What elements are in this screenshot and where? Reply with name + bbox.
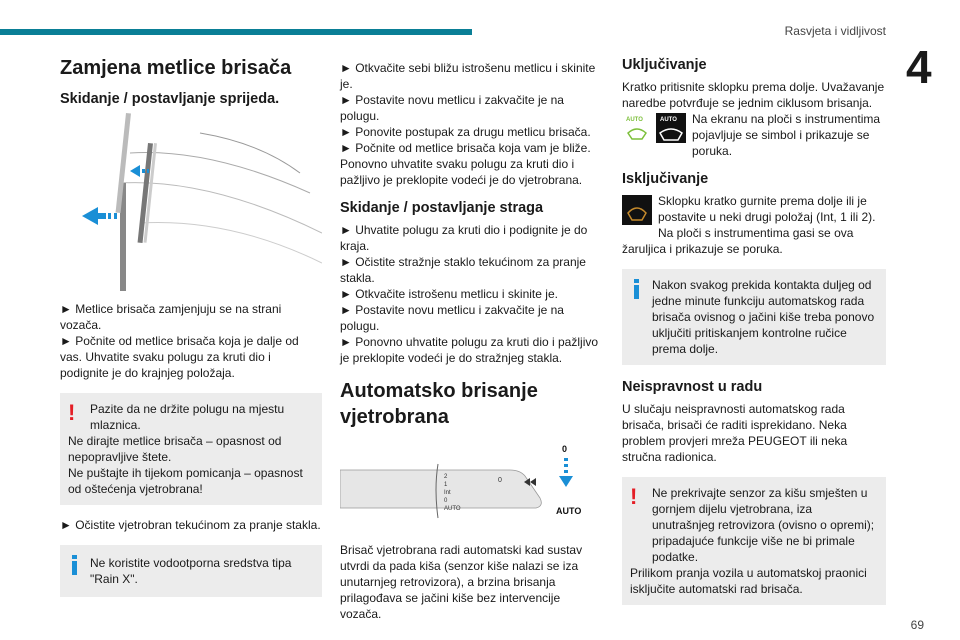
warning-box (622, 477, 886, 605)
warning-text: Prilikom pranja vozila u automatskoj praonici isključite automatski rad brisača. (630, 566, 867, 596)
auto-wipe-heading: Automatsko brisanje vjetrobrana (340, 380, 538, 428)
column-1 (60, 55, 322, 609)
fault-text: U slučaju neispravnosti automatskog rada brisača, brisači će raditi isprekidano. Neka problem provjeri mreža PEUGEOT ili neka stručna radionica. (622, 402, 848, 464)
column-2 (340, 60, 604, 622)
section-title: Rasvjeta i vidljivost (784, 24, 886, 38)
switch-on-text: Kratko pritisnite sklopku prema dolje. Uvažavanje naredbe potvrđuje se jednim ciklusom brisanja. (622, 80, 885, 110)
stalk-label-auto: AUTO (444, 506, 461, 512)
auto-wiper-icon (622, 113, 688, 148)
warning-text: Ne dirajte metlice brisača – opasnost od nepopravljive štete. (68, 434, 282, 464)
stalk-label-2: 2 (444, 474, 448, 480)
header-bar (0, 29, 472, 35)
fault-heading: Neispravnost u radu (622, 379, 763, 395)
subheading-front: Skidanje / postavljanje sprijeda. (60, 91, 280, 107)
instruction-line: ► Otkvačite istrošenu metlicu i skinite je. (340, 287, 558, 301)
instruction-line: ► Postavite novu metlicu i zakvačite je na polugu. (340, 93, 564, 123)
switch-off-text: Sklopku kratko gurnite prema dolje ili je postavite u neki drugi položaj (Int, 1 ili 2). Na ploči s instrumentima gasi se ova žaruljica i prikazuje se poruka. (622, 194, 876, 256)
instruction-line: ► Otkvačite sebi bližu istrošenu metlicu i skinite je. (340, 61, 596, 91)
auto-wipe-description: Brisač vjetrobrana radi automatski kad sustav utvrdi da pada kiša (senzor kiše nalazi se iza unutarnjeg retrovizora), a brzina brisanja prilagođava se jačini kiše bez intervencije vozača. (340, 543, 583, 621)
warning-icon: ! (630, 484, 638, 509)
instruction-line: ► Počnite od metlice brisača koja vam je bliže. Ponovno uhvatite svaku polugu za kruti dio i pažljivo je preklopite vodeći je do vjetrobrana. (340, 141, 591, 187)
instruction-line: ► Počnite od metlice brisača koja je dalje od vas. Uhvatite svaku polugu za kruti dio i podignite je do krajnjeg položaja. (60, 334, 299, 380)
warning-text: Pazite da ne držite polugu na mjestu mlaznica. (90, 402, 285, 432)
info-box (622, 269, 886, 365)
chapter-number: 4 (906, 41, 932, 93)
subheading-rear: Skidanje / postavljanje straga (340, 200, 544, 216)
instruction-line: ► Postavite novu metlicu i zakvačite je na polugu. (340, 303, 564, 333)
instruction-line: ► Očistite stražnje staklo tekućinom za pranje stakla. (340, 255, 586, 285)
wiper-blade-illustration (60, 113, 322, 291)
stalk-label-o: 0 (498, 477, 502, 484)
stalk-zero-label: 0 (562, 444, 568, 454)
info-text: Nakon svakog prekida kontakta duljeg od jedne minute funkciju automatskog rada brisača ovisnog o jačini kiše treba ponovo uključiti pritiskanjem kontrolne ručice prema dolje. (652, 278, 875, 356)
instruction-line: ► Ponovno uhvatite polugu za kruti dio i pažljivo je preklopite vodeći je do stražnjeg stakla. (340, 335, 599, 365)
column-3 (622, 55, 886, 617)
instruction-line: ► Očistite vjetrobran tekućinom za pranje stakla. (60, 518, 321, 532)
info-text: Ne koristite vodootporna sredstva tipa "Rain X". (90, 556, 292, 586)
page-number: 69 (910, 618, 924, 632)
stalk-label-1: 1 (444, 482, 448, 488)
switch-on-text-2: Na ekranu na ploči s instrumentima pojavljuje se simbol i prikazuje se poruka. (692, 112, 881, 158)
switch-off-heading: Isključivanje (622, 171, 709, 187)
info-box (60, 545, 322, 597)
stalk-label-int: Int (444, 490, 451, 496)
warning-icon: ! (68, 400, 76, 425)
section-heading: Zamjena metlice brisača (60, 57, 292, 79)
svg-text:AUTO: AUTO (660, 117, 677, 123)
instruction-line: ► Ponovite postupak za drugu metlicu brisača. (340, 125, 591, 139)
wiper-stalk-illustration (340, 442, 604, 532)
warning-box (60, 393, 322, 505)
info-icon (68, 555, 82, 575)
instruction-line: ► Uhvatite polugu za kruti dio i podignite je do kraja. (340, 223, 588, 253)
stalk-auto-label: AUTO (556, 506, 582, 516)
info-icon (630, 279, 644, 299)
warning-text: Ne prekrivajte senzor za kišu smješten u gornjem dijelu vjetrobrana, iza unutrašnjeg retrovizora (ovisno o opremi); pripadajuće funkcije više ne bi primale podatke. (652, 486, 875, 564)
auto-icon-label: AUTO (626, 117, 643, 123)
stalk-label-0: 0 (444, 498, 448, 504)
instruction-line: ► Metlice brisača zamjenjuju se na strani vozača. (60, 302, 282, 332)
auto-symbols-row (622, 111, 886, 159)
wiper-warning-icon (622, 195, 652, 230)
switch-on-heading: Uključivanje (622, 57, 707, 73)
warning-text: Ne puštajte ih tijekom pomicanja – opasnost od oštećenja vjetrobrana! (68, 466, 303, 496)
